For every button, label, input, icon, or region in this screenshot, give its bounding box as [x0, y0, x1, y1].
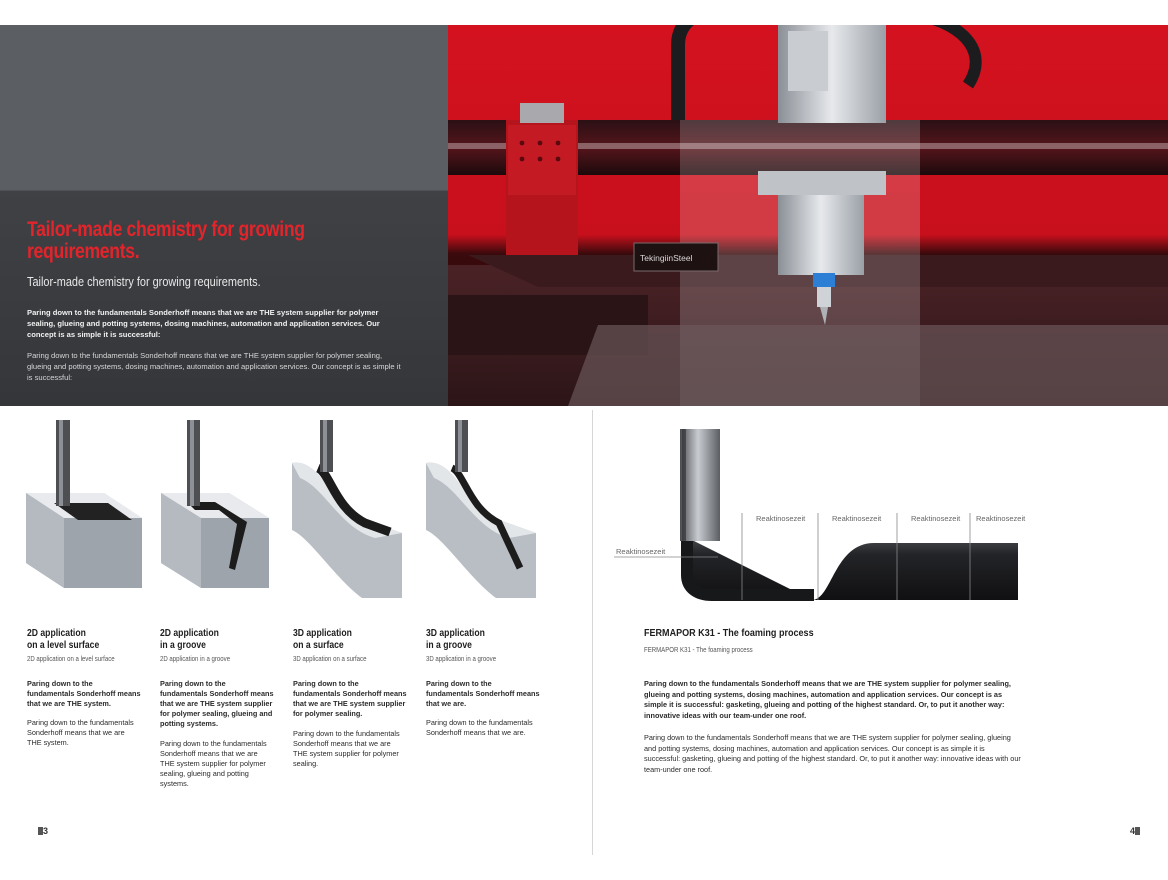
- col3-title: [293, 627, 391, 651]
- col1-title: [27, 627, 125, 651]
- foaming-paragraph-bold: Paring down to the fundamentals Sonderhoff means that we are THE system supplier for polymer sealing, glueing and potting systems, dosing machines, automation and application services. Our concept is as simple it is successful: gasketing, glueing and potting of the highest standard. Or, to put it another way: innovative ideas with our team-under one roof.: [644, 679, 1011, 720]
- foaming-subtitle: FERMAPOR K31 - The foaming process: [644, 645, 753, 654]
- col4-paragraph: Paring down to the fundamentals Sonderhoff means that we are.: [426, 718, 533, 737]
- col4-title-line1: 3D application: [426, 627, 485, 639]
- machine-plate-text: TekingiinSteel: [640, 253, 693, 263]
- thumb-2d-level-surface: [24, 418, 142, 603]
- col1-title-line2: on a level surface: [27, 639, 100, 651]
- page-number-left: 3: [38, 826, 48, 836]
- col3-paragraph: Paring down to the fundamentals Sonderhoff means that we are THE system supplier for polymer sealing.: [293, 729, 400, 768]
- col1-paragraph-bold: Paring down to the fundamentals Sonderhoff means that we are THE system.: [27, 679, 141, 708]
- thumb-3d-surface: [290, 418, 408, 603]
- hero-paragraph-bold: Paring down to the fundamentals Sonderhoff means that we are THE system supplier for polymer sealing, glueing and potting systems, dosing machines, automation and application services. Our concept is as simple it is successful:: [27, 308, 380, 339]
- hero-subtitle: Tailor-made chemistry for growing requirements.: [27, 274, 261, 289]
- foaming-title: FERMAPOR K31 - The foaming process: [644, 627, 814, 639]
- foaming-paragraph: Paring down to the fundamentals Sonderhoff means that we are THE system supplier for polymer sealing, glueing and potting systems, dosing machines, automation and application services. Our concept is as simple it is successful: gasketing, glueing and potting of the highest standard. Or, to put it another way: innovative ideas with our team-under one roof.: [644, 733, 1021, 774]
- col3-title-line2: on a surface: [293, 639, 344, 651]
- hero-text-panel: [0, 25, 448, 406]
- col2-subtitle: 2D application in a groove: [160, 654, 231, 663]
- folio-square-icon: [1135, 827, 1140, 835]
- col4-paragraph-bold: Paring down to the fundamentals Sonderhoff means that we are.: [426, 679, 540, 708]
- col3-paragraph-bold: Paring down to the fundamentals Sonderhoff means that we are THE system supplier for polymer sealing.: [293, 679, 407, 718]
- col2-paragraph: Paring down to the fundamentals Sonderhoff means that we are THE system supplier for polymer sealing, glueing and potting systems.: [160, 739, 267, 788]
- diagram-label-2: Reaktinosezeit: [832, 514, 882, 523]
- thumb-3d-groove: [424, 418, 542, 603]
- col2-title: [160, 627, 258, 651]
- foaming-process-diagram: [612, 425, 1037, 610]
- machine-illustration: [448, 25, 1168, 406]
- diagram-label-5: Reaktinosezeit: [616, 547, 666, 556]
- diagram-label-4: Reaktinosezeit: [976, 514, 1026, 523]
- diagram-label-1: Reaktinosezeit: [756, 514, 806, 523]
- col1-title-line1: 2D application: [27, 627, 86, 639]
- col4-title-line2: in a groove: [426, 639, 472, 651]
- col1-subtitle: 2D application on a level surface: [27, 654, 115, 663]
- page-number-right: 4: [1130, 826, 1140, 836]
- col2-paragraph-bold: Paring down to the fundamentals Sonderhoff means that we are THE system supplier for polymer sealing, glueing and potting systems.: [160, 679, 274, 728]
- col2-title-line1: 2D application: [160, 627, 219, 639]
- col3-subtitle: 3D application on a surface: [293, 654, 367, 663]
- hero-paragraph: Paring down to the fundamentals Sonderhoff means that we are THE system supplier for polymer sealing, glueing and potting systems, dosing machines, automation and application services. Our concept is as simple it is successful:: [27, 351, 401, 382]
- dispensing-machine-photo: [448, 25, 1168, 406]
- diagram-label-3: Reaktinosezeit: [911, 514, 961, 523]
- thumb-2d-groove: [159, 418, 277, 603]
- col4-subtitle: 3D application in a groove: [426, 654, 497, 663]
- col4-title: [426, 627, 524, 651]
- page-gutter: [592, 410, 593, 855]
- col1-paragraph: Paring down to the fundamentals Sonderhoff means that we are THE system.: [27, 718, 134, 747]
- col2-title-line2: in a groove: [160, 639, 206, 651]
- col3-title-line1: 3D application: [293, 627, 352, 639]
- hero-title: Tailor-made chemistry for growing requirements.: [27, 218, 305, 263]
